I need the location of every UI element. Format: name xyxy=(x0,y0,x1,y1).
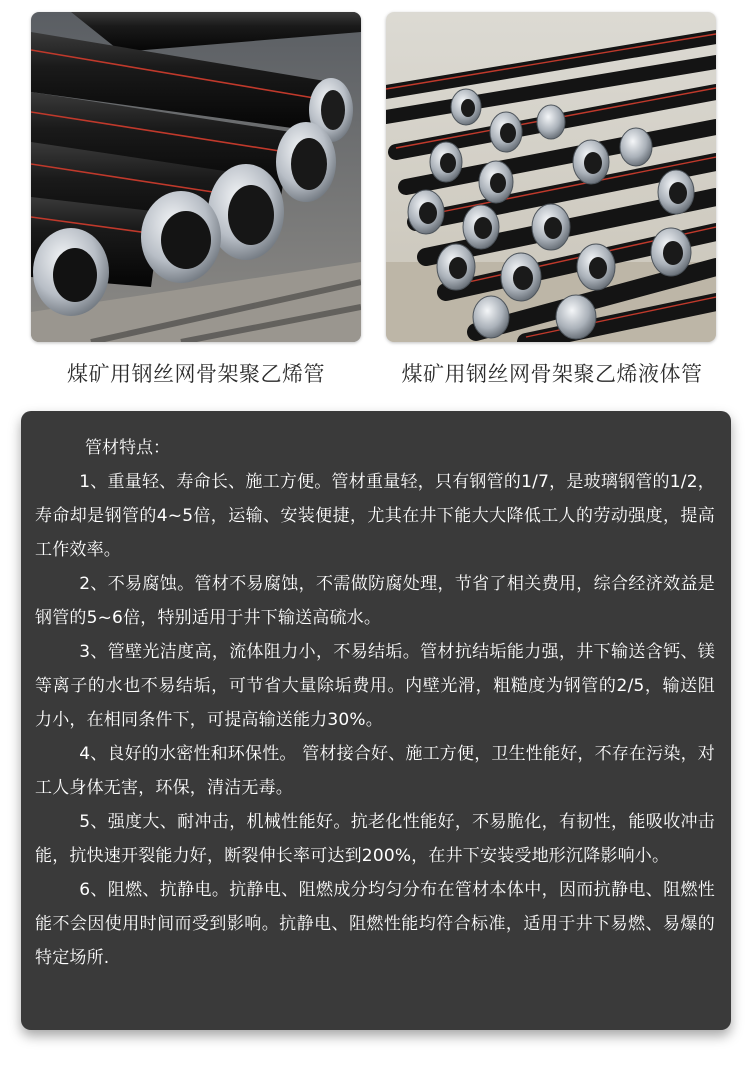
feature-item: 6、阻燃、抗静电。抗静电、阻燃成分均匀分布在管材本体中，因而抗静电、阻燃性能不会因使用时间而受到影响。抗静电、阻燃性能均符合标准，适用于井下易燃、易爆的特定场所. xyxy=(35,880,715,968)
pipe-photo-left xyxy=(31,12,361,342)
caption-right: 煤矿用钢丝网骨架聚乙烯液体管 xyxy=(401,362,703,386)
feature-item: 5、强度大、耐冲击，机械性能好。抗老化性能好，不易脆化，有韧性，能吸收冲击能，抗快速开裂能力好，断裂伸长率可达到200%，在井下安装受地形沉降影响小。 xyxy=(35,812,715,866)
pipe-photo-right-image xyxy=(386,12,716,342)
feature-item: 2、不易腐蚀。管材不易腐蚀，不需做防腐处理，节省了相关费用，综合经济效益是钢管的5~6倍，特别适用于井下输送高硫水。 xyxy=(35,574,715,628)
features-title: 管材特点： xyxy=(85,438,170,458)
feature-item: 1、重量轻、寿命长、施工方便。管材重量轻，只有钢管的1/7，是玻璃钢管的1/2，寿命却是钢管的4~5倍，运输、安装便捷，尤其在井下能大大降低工人的劳动强度，提高工作效率。 xyxy=(35,472,715,560)
features-panel xyxy=(21,411,731,1030)
pipe-photo-right xyxy=(386,12,716,342)
feature-item: 4、良好的水密性和环保性。 管材接合好、施工方便，卫生性能好，不存在污染，对工人身体无害，环保，清洁无毒。 xyxy=(35,744,716,798)
caption-left: 煤矿用钢丝网骨架聚乙烯管 xyxy=(67,362,325,386)
pipe-photo-left-image xyxy=(31,12,361,342)
feature-item: 3、管壁光洁度高，流体阻力小，不易结垢。管材抗结垢能力强，井下输送含钙、镁等离子的水也不易结垢，可节省大量除垢费用。内壁光滑，粗糙度为钢管的2/5，输送阻力小，在相同条件下，可提高输送能力30%。 xyxy=(35,642,715,730)
